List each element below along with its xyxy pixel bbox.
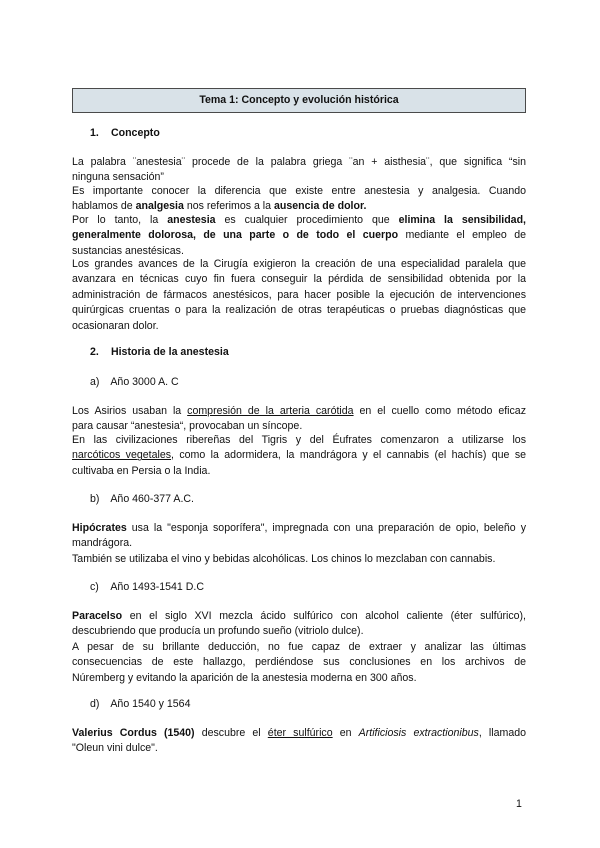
subheading-label: Año 1493-1541 D.C xyxy=(110,581,205,593)
section-number: 2. xyxy=(90,346,99,358)
text-line: descubriendo que producía un profundo sueño (vitriolo dulce). xyxy=(72,625,364,638)
text-line: Paracelso en el siglo XVI mezcla ácido sulfúrico con alcohol caliente (éter sulfúrico), xyxy=(72,610,526,622)
text-line: ninguna sensación” xyxy=(72,171,164,184)
subheading-label: Año 3000 A. C xyxy=(110,376,179,388)
text-line: "Oleun vini dulce". xyxy=(72,742,158,755)
page-number: 1 xyxy=(516,798,522,810)
subheading-3000ac xyxy=(90,375,179,390)
text-line: narcóticos vegetales, como la adormidera, la mandrágora y el cannabis (el hachís) que se xyxy=(72,449,527,462)
section-title: Historia de la anestesia xyxy=(110,346,229,358)
paragraph-paracelso xyxy=(72,609,526,686)
text-line: Valerius Cordus (1540) descubre el éter sulfúrico en Artificiosis extractionibus, llamado xyxy=(72,727,526,739)
text-line: En las civilizaciones ribereñas del Tigris y del Éufrates comenzaron a utilizarse los xyxy=(72,434,526,446)
page-title: Tema 1: Concepto y evolución histórica xyxy=(72,88,526,113)
section-number: 1. xyxy=(90,127,99,139)
paragraph-analgesia xyxy=(72,184,526,215)
text-line: Es importante conocer la diferencia que existe entre anestesia y analgesia. Cuando xyxy=(72,185,526,197)
text-line: Los grandes avances de la Cirugía exigieron la creación de una especialidad paralela que xyxy=(72,258,526,270)
subheading-1540 xyxy=(90,697,190,712)
text-line: generalmente dolorosa, de una parte o de todo el cuerpo mediante el empleo de xyxy=(72,229,526,242)
paragraph-hipocrates xyxy=(72,521,526,567)
text-line: ocasionaran dolor. xyxy=(72,319,159,332)
list-letter: a) xyxy=(90,376,100,388)
subheading-460ac xyxy=(90,492,194,507)
text-line: Núremberg y evitando la aparición de la anestesia moderna en 300 años. xyxy=(72,671,417,684)
subheading-label: Año 1540 y 1564 xyxy=(110,698,191,710)
text-line: Los Asirios usaban la compresión de la arteria carótida en el cuello como método eficaz xyxy=(72,405,526,417)
text-line: avanzara en técnicas cuyo fin fuera conseguir la pérdida de sensibilidad obtenida por la xyxy=(72,273,526,286)
text-line: para causar “anestesia“, provocaban un síncope. xyxy=(72,420,303,433)
paragraph-valerius-cordus xyxy=(72,726,526,757)
paragraph-tigris-eufrates xyxy=(72,433,526,479)
text-line: consecuencias de este hallazgo, perdiéndose sus conclusiones en los archivos de xyxy=(72,656,526,669)
list-letter: c) xyxy=(90,581,99,593)
section-title: Concepto xyxy=(110,127,160,139)
text-line: hablamos de analgesia nos referimos a la ausencia de dolor. xyxy=(72,200,367,213)
text-line: Por lo tanto, la anestesia es cualquier procedimiento que elimina la sensibilidad, xyxy=(72,214,526,226)
paragraph-avances xyxy=(72,257,526,334)
text-line: sustancias anestésicas. xyxy=(72,244,184,257)
subheading-1493dc xyxy=(90,580,204,595)
list-letter: b) xyxy=(90,493,100,505)
text-line: quirúrgicas cruentas o para la realización de otras terapéuticas o pruebas diagnósticas que xyxy=(72,304,526,317)
paragraph-anestesia-definition xyxy=(72,213,526,259)
text-line: También se utilizaba el vino y bebidas alcohólicas. Los chinos lo mezclaban con cannabis. xyxy=(72,552,496,565)
section-heading-concepto xyxy=(90,126,160,141)
text-line: A pesar de su brillante deducción, no fue capaz de extraer y analizar las últimas xyxy=(72,640,526,653)
text-line: La palabra ¨anestesia¨ procede de la palabra griega ¨an + aisthesia¨, que significa “sin xyxy=(72,156,526,168)
text-line: administración de fármacos anestésicos, para hacer posible la ejecución de intervenciones xyxy=(72,288,526,301)
subheading-label: Año 460-377 A.C. xyxy=(110,493,194,505)
paragraph-asirios xyxy=(72,404,526,435)
text-line: mandrágora. xyxy=(72,537,133,550)
paragraph-etymology xyxy=(72,155,526,186)
list-letter: d) xyxy=(90,698,100,710)
section-heading-historia xyxy=(90,345,229,360)
text-line: cultivaba en Persia o la India. xyxy=(72,464,211,477)
text-line: Hipócrates usa la "esponja soporífera", impregnada con una preparación de opio, beleño y xyxy=(72,522,526,534)
